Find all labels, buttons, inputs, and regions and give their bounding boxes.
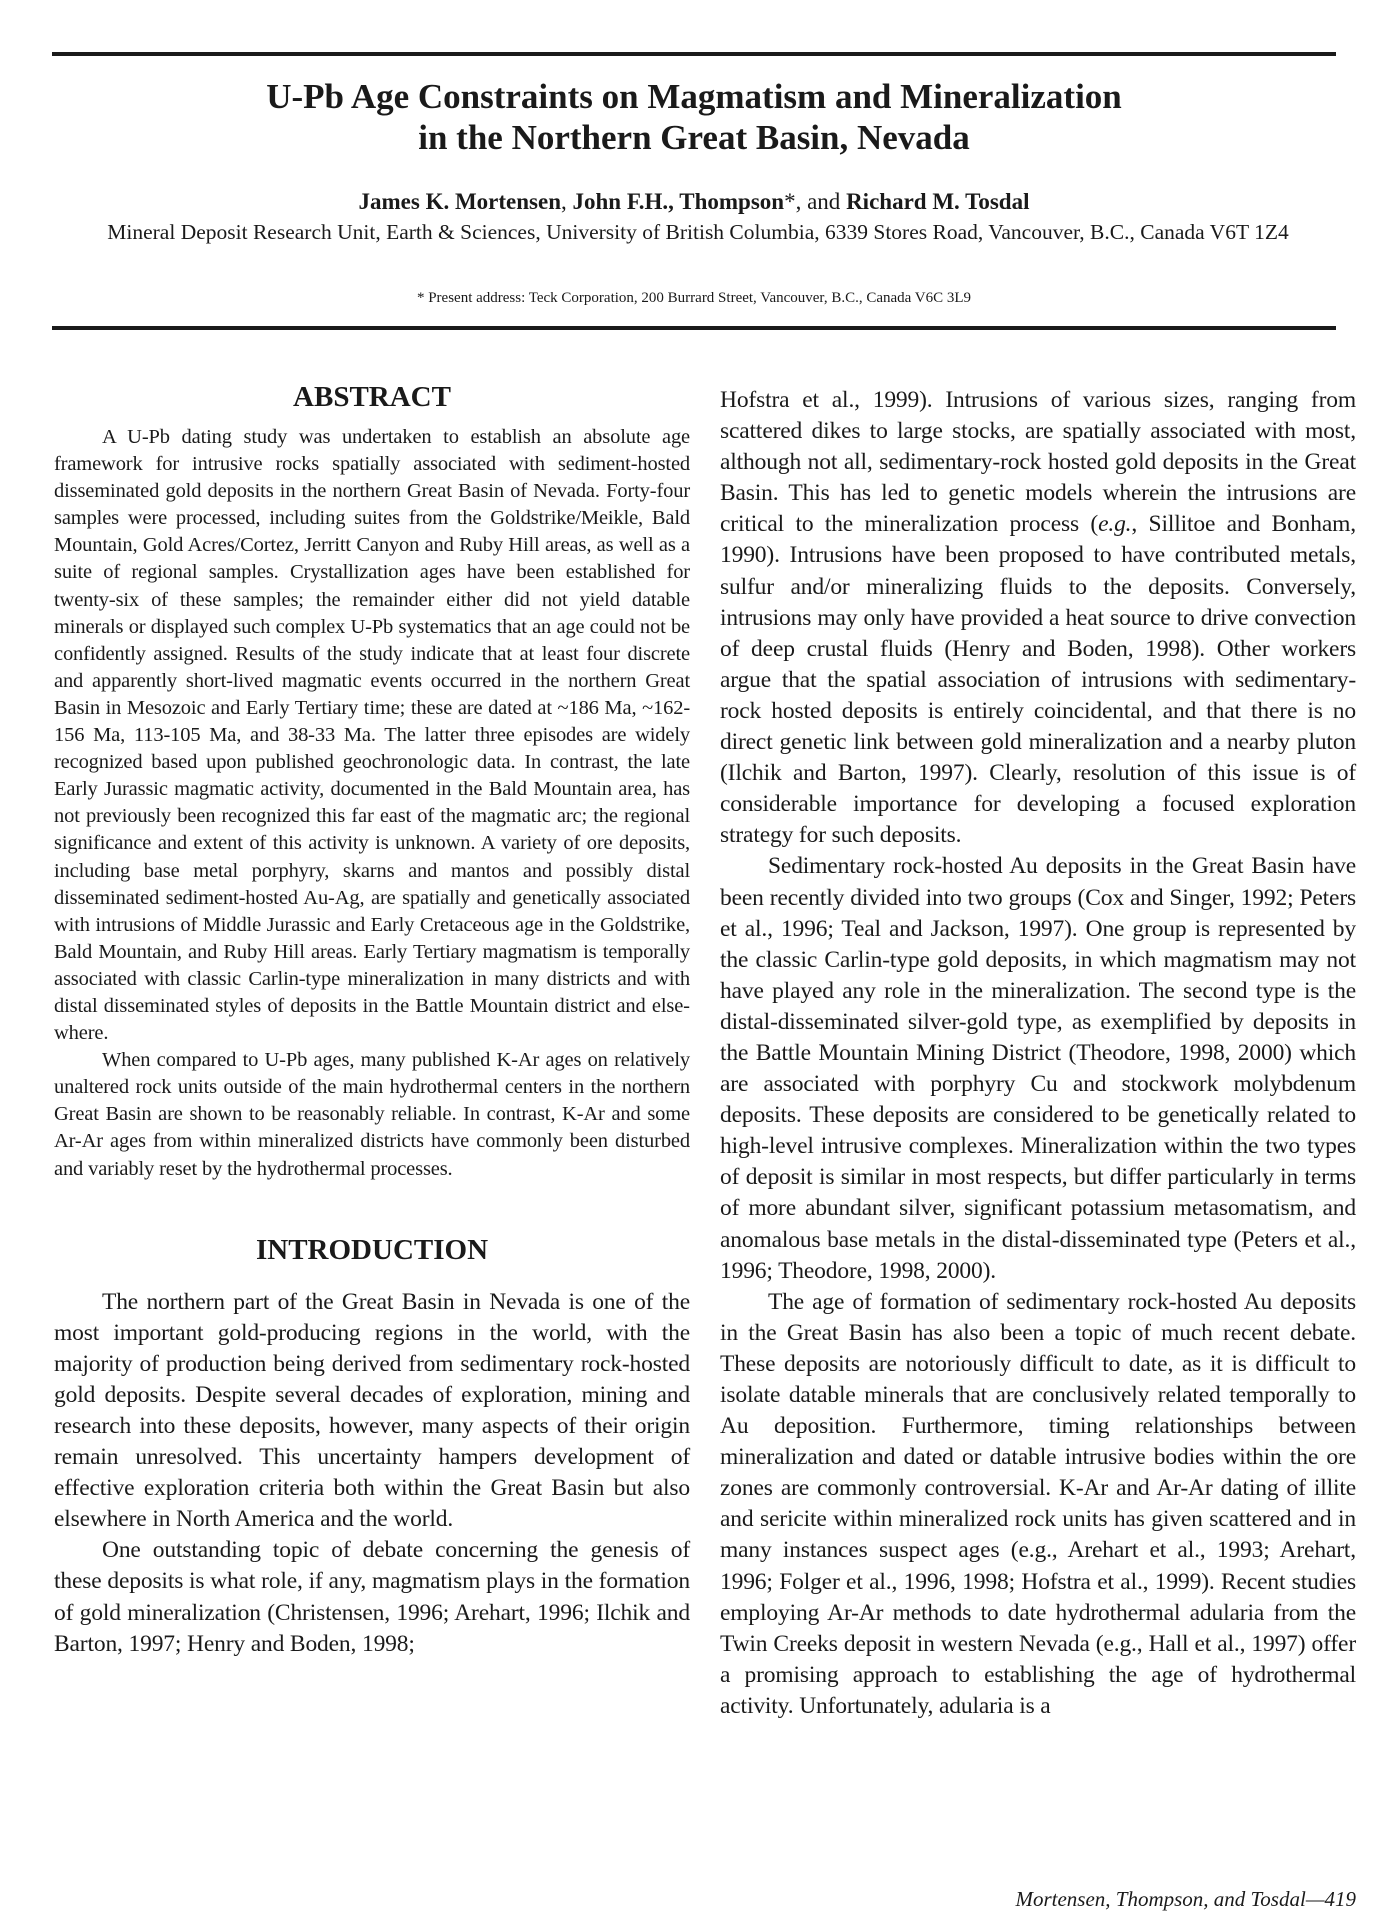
italic-text: e.g. — [1098, 511, 1132, 538]
author-name: Richard M. Tosdal — [846, 189, 1030, 214]
page-footer — [1015, 1886, 1356, 1912]
top-rule — [52, 52, 1336, 56]
author-name: John F.H., Thompson — [572, 189, 785, 214]
paper-title-line-2: in the Northern Great Basin, Nevada — [418, 118, 970, 157]
abstract-paragraph: When compared to U-Pb ages, many published K-Ar ages on relatively unaltered rock units outside of the main hydrothermal centers in the northern Great Basin are shown to be reasonably reliable. In contrast, K-Ar and some Ar-Ar ages from within mineralized districts have commonly been disturbed and variably reset by the hydrothermal processes. — [54, 1049, 690, 1180]
body-text: , Sillitoe and Bonham, 1990). Intrusions have been proposed to have contributed metals, sulfur and/or mineralizing fluids to the deposits. Conversely, intrusions may only have provided a heat source to drive convection of deep crustal fluids (Henry and Boden, 1998). Other workers argue that the spatial association of intrusions with sedimentary-rock hosted deposits is entirely coincidental, and that there is no direct genetic link between gold mineralization and a nearby pluton (Ilchik and Barton, 1997). Clearly, resolution of this issue is of considerable importance for developing a focused exploration strategy for such deposits. — [720, 511, 1356, 849]
right-column — [720, 385, 1356, 1722]
page-number: 419 — [1324, 1887, 1356, 1911]
introduction-heading: INTRODUCTION — [255, 1233, 489, 1266]
body-text: Hofstra et al., 1999). Intrusions of various sizes, ranging from scattered dikes to large stocks, are spatially associated with most, although not all, sedimentary-rock hosted gold deposits in the Great Basin. This has led to genetic models wherein the intrusions are critical to the mineralization process ( — [720, 387, 1356, 538]
left-column — [54, 380, 690, 1660]
body-paragraph — [720, 385, 1356, 851]
abstract-body — [54, 424, 690, 1183]
body-paragraph: One outstanding topic of debate concerning the genesis of these deposits is what role, if any, magmatism plays in the formation of gold mineralization (Christensen, 1996; Arehart, 1996; Ilchik and Barton, 1997; Henry and Boden, 1998; — [54, 1537, 690, 1657]
paper-title-line-1: U-Pb Age Constraints on Magmatism and Mineralization — [266, 77, 1122, 116]
author-list — [52, 188, 1336, 216]
abstract-paragraph: A U-Pb dating study was undertaken to establish an absolute age framework for intrusive rocks spatially associated with sediment-hosted disseminated gold deposits in the northern Great Basin of Nevada. Forty-four samples were processed, including suites from the Goldstrike/Meikle, Bald Mountain, Gold Acres/Cortez, Jerritt Canyon and Ruby Hill areas, as well as a suite of regional samples. Crystallization ages have been established for twenty-six of these samples; the remainder either did not yield datable minerals or displayed such complex U-Pb systematics that an age could not be confidently assigned. Results of the study indicate that at least four discrete and apparently short-lived magmatic events occurred in the northern Great Basin in Mesozoic and Early Tertiary time; these are dated at ~186 Ma, ~162-156 Ma, 113-105 Ma, and 38-33 Ma. The latter three episodes are widely recognized based upon published geochronologic data. In contrast, the late Early Jurassic magmatic activity, documented in the Bald Mountain area, has not previously been recognized this far east of the magmatic arc; the regional significance and extent of this activity is unknown. A variety of ore deposits, including base metal porphyry, skarns and mantos and possibly distal disseminated sediment-hosted Au-Ag, are spatially and genetically associated with intrusions of Middle Jurassic and Early Cretaceous age in the Goldstrike, Bald Mountain, and Ruby Hill areas. Early Tertiary magmatism is temporally associated with classic Carlin-type mineralization in many districts and with distal disseminated styles of deposits in the Battle Mountain district and elsewhere. — [54, 426, 690, 1045]
author-separator: *, and — [784, 189, 847, 214]
header-bottom-rule — [52, 326, 1336, 330]
body-paragraph: Sedimentary rock-hosted Au deposits in the Great Basin have been recently divided into two groups (Cox and Singer, 1992; Peters et al., 1996; Teal and Jackson, 1997). One group is represented by the classic Carlin-type gold deposits, in which magmatism may not have played any role in the mineralization. The second type is the distal-disseminated silver-gold type, as exemplified by deposits in the Battle Mountain Mining District (Theodore, 1998, 2000) which are associated with porphyry Cu and stockwork molybdenum deposits. These deposits are considered to be genetically related to high-level intrusive complexes. Mineralization within the two types of deposit is similar in most respects, but differ particularly in terms of more abundant silver, significant potassium metasomatism, and anomalous base metals in the distal-disseminated type (Peters et al., 1996; Theodore, 1998, 2000). — [720, 853, 1356, 1284]
author-name: James K. Mortensen — [358, 189, 562, 214]
body-paragraph: The age of formation of sedimentary rock-hosted Au deposits in the Great Basin has also been a topic of much recent debate. These deposits are notoriously difficult to date, as it is difficult to isolate datable minerals that are conclusively related temporally to Au deposition. Furthermore, timing relationships between mineralization and dated or datable intrusive bodies within the ore zones are commonly controversial. K-Ar and Ar-Ar dating of illite and sericite within mineralized rock units has given scattered and in many instances suspect ages (e.g., Arehart et al., 1993; Arehart, 1996; Folger et al., 1996, 1998; Hofstra et al., 1999). Recent studies employing Ar-Ar methods to date hydrothermal adularia from the Twin Creeks deposit in western Nevada (e.g., Hall et al., 1997) offer a promising approach to establishing the age of hydrothermal activity. Unfortunately, adularia is a — [720, 1288, 1356, 1719]
running-head: Mortensen, Thompson, and Tosdal — [1015, 1887, 1306, 1911]
abstract-heading: ABSTRACT — [293, 381, 451, 413]
body-paragraph: The northern part of the Great Basin in Nevada is one of the most important gold-producing regions in the world, with the majority of production being derived from sedimentary rock-hosted gold deposits. Despite several decades of exploration, mining and research into these deposits, however, many aspects of their origin remain unresolved. This uncertainty hampers development of effective exploration criteria both within the Great Basin but also elsewhere in North America and the world. — [54, 1288, 690, 1533]
author-separator: , — [561, 189, 573, 214]
affiliation: Mineral Deposit Research Unit, Earth & Sciences, University of British Columbia, 6339 Stores Road, Vancouver, B.C., Canada V6T 1Z4 — [107, 220, 1289, 244]
introduction-body-left — [54, 1287, 690, 1660]
present-address-note: * Present address: Teck Corporation, 200 Burrard Street, Vancouver, B.C., Canada V6C 3L9 — [416, 290, 972, 306]
footer-dash: — — [1305, 1887, 1325, 1911]
